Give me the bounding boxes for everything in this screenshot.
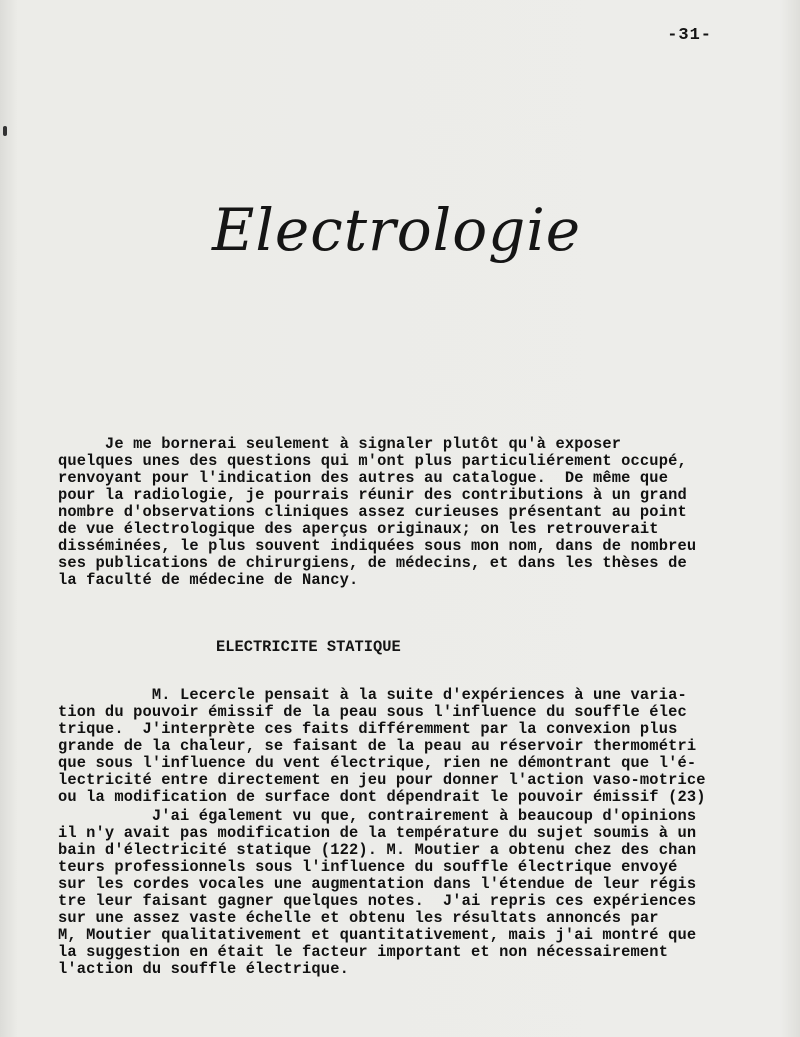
text-line: la faculté de médecine de Nancy. [58,571,359,589]
handwritten-title: Electrologie [212,196,582,264]
paragraph-lecercle [58,687,778,806]
paragraph-moutier [58,808,778,978]
text-line: renvoyant pour l'indication des autres au catalogue. De même que [58,469,669,487]
text-line: J'ai également vu que, contrairement à beaucoup d'opinions [58,807,697,825]
text-line: M, Moutier qualitativement et quantitativement, mais j'ai montré que [58,926,697,944]
intro-paragraph [58,436,778,589]
text-line: de vue électrologique des aperçus originaux; on les retrouverait [58,520,659,538]
text-line: teurs professionnels sous l'influence du souffle électrique envoyé [58,858,678,876]
text-line: nombre d'observations cliniques assez curieuses présentant au point [58,503,687,521]
text-line: ses publications de chirurgiens, de médecins, et dans les thèses de [58,554,687,572]
text-line: la suggestion en était le facteur important et non nécessairement [58,943,669,961]
text-line: tion du pouvoir émissif de la peau sous l'influence du souffle élec [58,703,687,721]
text-line: bain d'électricité statique (122). M. Moutier a obtenu chez des chan [58,841,697,859]
text-line: que sous l'influence du vent électrique, rien ne démontrant que l'é- [58,754,697,772]
binding-mark [3,126,7,136]
text-line: grande de la chaleur, se faisant de la peau au réservoir thermométri [58,737,697,755]
text-line: pour la radiologie, je pourrais réunir des contributions à un grand [58,486,687,504]
text-line: sur une assez vaste échelle et obtenu les résultats annoncés par [58,909,659,927]
text-line: il n'y avait pas modification de la température du sujet soumis à un [58,824,697,842]
text-line: ou la modification de surface dont dépendrait le pouvoir émissif (23) [58,788,706,806]
section-heading: ELECTRICITE STATIQUE [216,638,401,656]
text-line: M. Lecercle pensait à la suite d'expériences à une varia- [58,686,687,704]
text-line: disséminées, le plus souvent indiquées sous mon nom, dans de nombreu [58,537,697,555]
text-line: tre leur faisant gagner quelques notes. J'ai repris ces expériences [58,892,697,910]
bleed-through-background [60,78,780,94]
text-line: quelques unes des questions qui m'ont plus particuliérement occupé, [58,452,687,470]
text-line: lectricité entre directement en jeu pour donner l'action vaso-motrice [58,771,706,789]
text-line: l'action du souffle électrique. [58,960,349,978]
text-line: trique. J'interprète ces faits différemment par la convexion plus [58,720,678,738]
text-line: Je me bornerai seulement à signaler plutôt qu'à exposer [58,435,622,453]
text-line: sur les cordes vocales une augmentation dans l'étendue de leur régis [58,875,697,893]
page-number: -31- [667,26,712,45]
